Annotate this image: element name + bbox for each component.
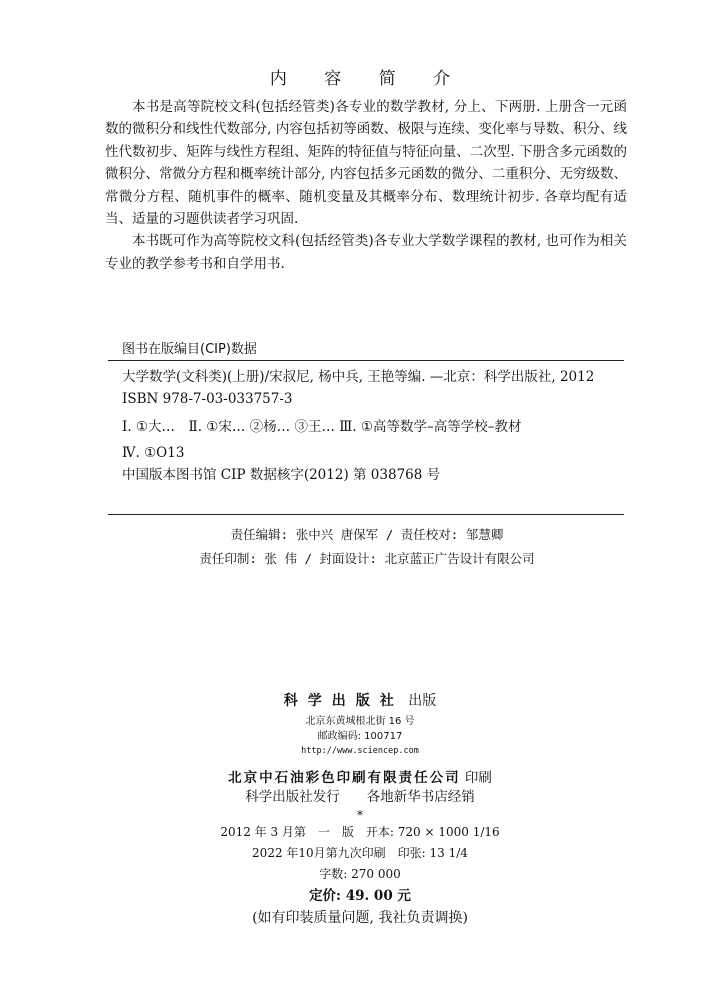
cip-data <box>122 366 622 486</box>
cip-classification: Ⅰ. ①大… Ⅱ. ①宋… ②杨… ③王… Ⅲ. ①高等数学–高等学校–教材 <box>122 419 522 435</box>
cip-number: 中国版本图书馆 CIP 数据核字(2012) 第 038768 号 <box>122 467 441 483</box>
cip-top-rule <box>108 360 624 361</box>
printer-suffix: 印刷 <box>460 770 492 786</box>
publisher-suffix: 出版 <box>403 693 437 709</box>
introduction <box>105 96 627 275</box>
publisher-line <box>0 690 720 710</box>
cip-subject: Ⅳ. ①O13 <box>122 445 185 461</box>
editor-credits: 责任编辑: 张中兴 唐保军 / 责任校对: 邹慧卿 <box>230 527 504 542</box>
quality-note: (如有印装质量问题, 我社负责调换) <box>252 910 468 926</box>
edition-line-1: 2012 年 3 月第 一 版 开本: 720 × 1000 1/16 <box>220 825 500 839</box>
publisher-postcode: 邮政编码: 100717 <box>317 731 403 742</box>
edition-line-2: 2022 年10月第九次印刷 印张: 13 1/4 <box>252 846 468 860</box>
publication-info <box>0 690 720 929</box>
cip-isbn: ISBN 978-7-03-033757-3 <box>122 391 293 407</box>
cip-title-line: 大学数学(文科类)(上册)/宋叔尼, 杨中兵, 王艳等编. —北京：科学出版社, 2012 <box>122 369 595 385</box>
cip-bottom-rule <box>108 514 624 515</box>
publisher-url: http://www.sciencep.com <box>301 746 419 756</box>
cip-heading: 图书在版编目(CIP)数据 <box>122 342 257 357</box>
intro-paragraph-2: 本书既可作为高等院校文科(包括经管类)各专业大学数学课程的教材, 也可作为相关专业的教学参考书和自学用书. <box>105 233 627 272</box>
separator-star: * <box>357 808 363 822</box>
distribution: 科学出版社发行 各地新华书店经销 <box>245 789 475 805</box>
intro-paragraph-1: 本书是高等院校文科(包括经管类)各专业的数学教材, 分上、下两册. 上册含一元函数的微积分和线性代数部分, 内容包括初等函数、极限与连续、变化率与导数、积分、线性代数初步、矩阵与线性方程组、矩阵的特征值与特征向量、二次型. 下册含多元函数的微积分、常微分方程和概率统计部分, 内容包括多元函数的微分、二重积分、无穷级数、常微分方程、随机事件的概率、随机变量及其概率分布、数理统计初步. 各章均配有适当、适量的习题供读者学习巩固. <box>105 99 627 228</box>
printer-name: 北京中石油彩色印刷有限责任公司 <box>228 770 461 786</box>
publisher-name: 科学出版社 <box>283 693 404 709</box>
word-count: 字数: 270 000 <box>319 867 401 881</box>
production-credits: 责任印制: 张 伟 / 封面设计: 北京蓝正广告设计有限公司 <box>199 551 535 566</box>
publisher-address: 北京东黄城根北街 16 号 <box>305 716 415 727</box>
price: 定价: 49. 00 元 <box>309 888 411 904</box>
credits <box>0 523 720 571</box>
printer-line <box>0 766 720 786</box>
page-title: 内 容 简 介 <box>269 69 467 89</box>
